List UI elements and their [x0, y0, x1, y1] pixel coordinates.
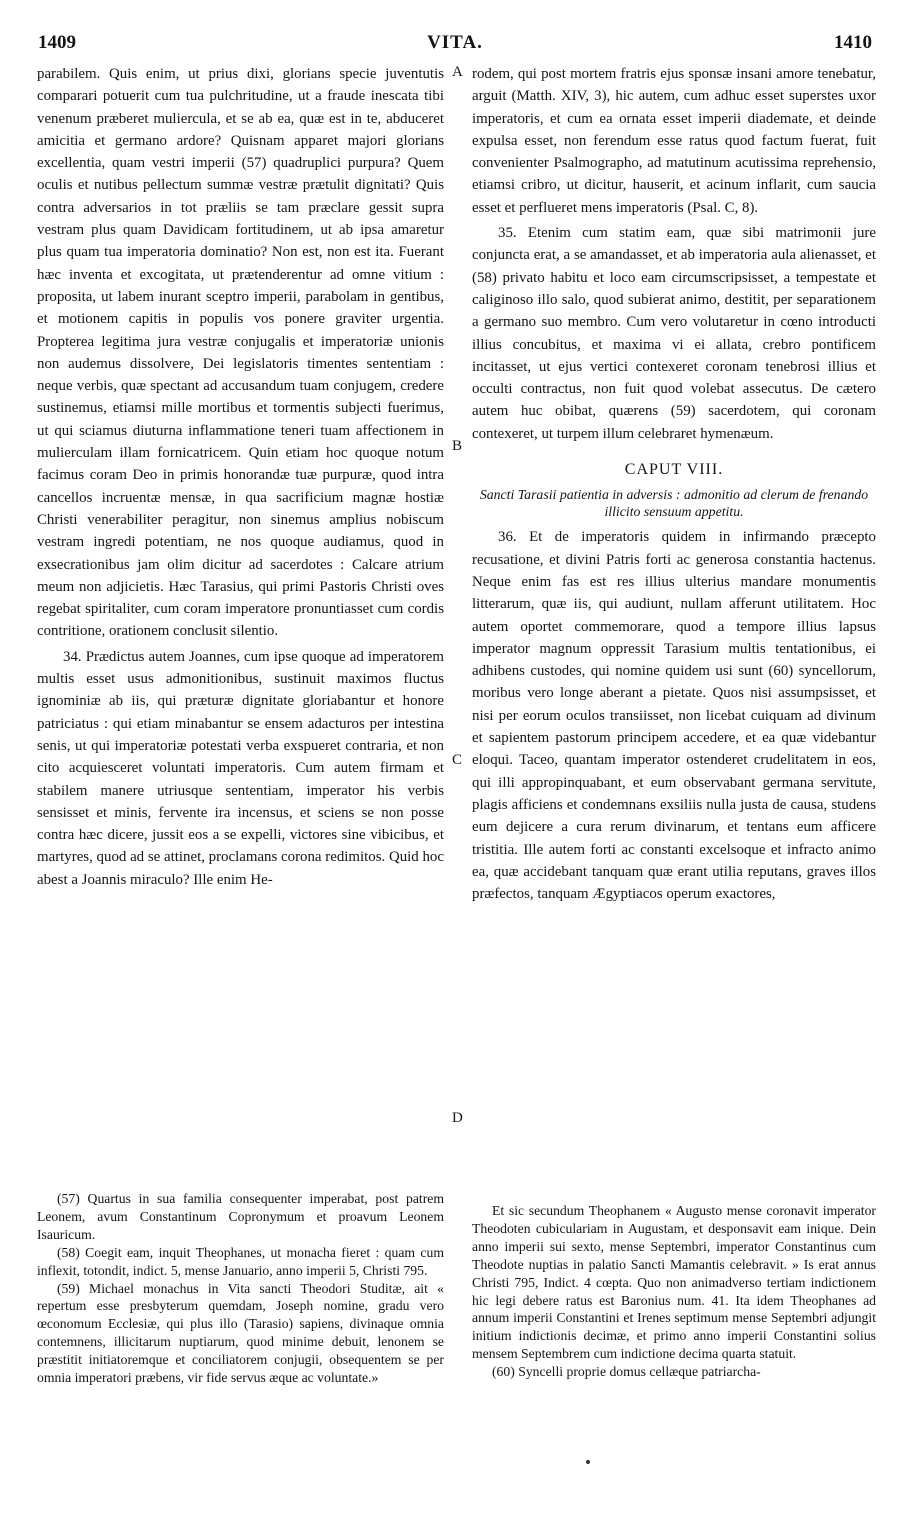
left-text-column	[37, 63, 444, 891]
footnotes-left	[37, 1190, 444, 1387]
margin-marker-a: A	[452, 64, 463, 80]
margin-marker-c: C	[452, 752, 463, 768]
paragraph: rodem, qui post mortem fratris ejus sponsæ insani amore tenebatur, arguit (Matth. XIV, 3), hic autem, cum adhuc esset superstes uxor imperatoris, et cum ea ornata esset imperii diademate, et deinde expulsa esset, non ferendum esse ratus quod factum fuerat, fuit convenienter Psalmographo, ad matutinum acutissima reprehensio, etiamsi cribro, ut dicitur, hauserit, et acinum inflarit, cum saucia esset et perflueret mens imperatoris (Psal. C, 8).	[472, 66, 876, 216]
paragraph: parabilem. Quis enim, ut prius dixi, glorians specie juventutis comparari potuerit cum tua pulchritudine, ut a fraude inescata tibi venenum præberet muliercula, et se ab ea, quæ est in te, abduceret amicitia et germano ardore? Quisnam apparet majori glorians excellentia, quam vestri imperii (57) quadruplici purpura? Quem oculis et nutibus pellectum summæ vestræ prætulit dignitati? Quis contra adversarios in tot præliis se tam præclare gessit supra vestram plus quam Davidicam fortitudinem, ut ab ipsa amaretur plus quam tua imperatoria dominatio? Non est, non est ita. Fuerant hæc inventa et excogitata, ut prætenderentur ad omne vitium : proposita, ut labem inurant sceptro imperii, parabolam in gentibus, et motionem capitis in populis vos ponere graviter urgentia. Propterea legitima jura vestræ conjugalis et imperatoriæ unionis non audemus dissolvere, Dei legislatoris timentes sententiam : neque verbis, quæ spectant ad accusandum tuam conjugem, credere sustinemus, etiamsi mille mortibus et tormentis subjecti fuerimus, ut qui sciamus diuturna inflammatione teneri tuam affectionem in mulierculam illam fornicatricem. Quin etiam hoc quoque notum facimus coram Deo in primis honorandæ tuæ purpuræ, quod intra cancellos incruentæ mensæ, in qua sacrificium magnæ hostiæ Christi venerabiliter peragitur, non sinemus amplius nobiscum vestram ingredi potentiam, ne nos quoque audiamus, quod in exsecrationibus jam olim dicitur ad sacerdotes : Calcare atrium meum non adjicietis. Hæc Tarasius, qui primi Pastoris Christi oves regebat spiritaliter, cum coram imperatore pronuntiasset cum cordis contritione, orationem conclusit silentio.	[37, 66, 444, 640]
footnote-continuation: Et sic secundum Theophanem « Augusto mense coronavit imperator Theodoten cubiculariam in Augustam, et desponsavit eam inique. Dein anno imperii sui sexto, mense Septembri, imperator Constantinus cum Theodote nuptias in palatio Sancti Mamantis celebravit. » Is erat annus Christi 795, Indict. 4 cœpta. Quo non animadverso tertiam indictionem hic legi debere ratus est Baronius num. 41. Ita idem Theophanes ad annum imperii Constantini et Irenes septimum mense Septembri adjungit initium indictionis decimæ, et primo anno imperii Constantini solius mensem Septembrem cum indictione decima quarta statuit.	[472, 1203, 876, 1362]
page-number-right: 1410	[834, 32, 872, 53]
chapter-subtitle: Sancti Tarasii patientia in adversis : admonitio ad clerum de frenando illicito sensuum appetitu.	[479, 487, 869, 520]
paragraph-35: 35. Etenim cum statim eam, quæ sibi matrimonii jure conjuncta erat, a se amandasset, et ab imperatoria aula alienasset, et (58) privato habitu et loco eam circumscripsisset, a tempestate et caliginoso illo salo, quod subierat animo, destitit, per separationem a germano suo membro. Cum vero volutaretur in cœno introducti illius concubitus, et maxima vi ei allata, crebro pontificem incitasset, ut ejus vertici contexeret coronam tenebrosi illius et occulti contractus, non fuit quod volebat assecutus. De cætero autem huc obibat, quærens (59) sacerdotem, qui coronam contexeret, ut turpem illum celebraret hymenæum.	[472, 225, 876, 442]
footnote-60: (60) Syncelli proprie domus cellæque patriarcha-	[492, 1364, 761, 1380]
page-number-left: 1409	[38, 32, 76, 53]
footnote-58: (58) Coegit eam, inquit Theophanes, ut monacha fieret : quam cum inflexit, totondit, indict. 5, mense Januario, anno imperii 5, Christi 795.	[37, 1244, 444, 1278]
page-header	[38, 32, 872, 56]
footnotes-right	[472, 1202, 876, 1381]
paragraph-34: 34. Prædictus autem Joannes, cum ipse quoque ad imperatorem multis esset usus admonitionibus, sustinuit maximos fluctus ignominiæ ab iis, qui præturæ dignitate gloriabantur et honore patriciatus : qui etiam minabantur se ensem adacturos per intestina senis, ut qui imperatoriæ potestati verba exspueret contraria, et non cito acquiesceret voluntati imperatoris. Cum autem firmam et stabilem manere utriusque sententiam, imperator his verbis sensisset et minis, fervente ira incensus, et sciens se non posse contra hæc dicere, jussit eos a se expelli, victores sine vibicibus, et martyres, quod ad se attinet, proclamans corona redimitos. Quid hoc abest a Joannis miraculo? Ille enim He-	[37, 648, 444, 888]
right-text-column	[472, 63, 876, 905]
footnote-57: (57) Quartus in sua familia consequenter imperabat, post patrem Leonem, avum Constantinum Copronymum et proavum Leonem Isauricum.	[37, 1191, 444, 1242]
margin-marker-b: B	[452, 438, 463, 454]
print-speck	[586, 1460, 590, 1464]
chapter-heading: CAPUT VIII.	[624, 461, 724, 479]
paragraph-36: 36. Et de imperatoris quidem in infirmando præcepto recusatione, et divini Patris forti ac generosa constantia hactenus. Neque enim fas est res illius ulterius mandare monumentis litterarum, quæ iis, qui audiunt, nullam afferunt utilitatem. Hoc autem oportet commemorare, quod a tempore illius lapsus imperator magnum oppressit Tarasium multis tentationibus, ei adhibens custodes, qui nomine quidem usi sunt (60) syncellorum, moribus vero longe aberant a pietate. Quos nisi assumpsisset, et nisi per eorum oculos transiisset, non licebat cuiquam ad divinum et sapientem pastorum principem accedere, et ea quæ videbantur eloqui. Taceo, quantam imperator ostenderet crudelitatem in eos, qui illi appropinquabant, et eum observabant germana servitute, plagis afficiens et condemnans exsiliis nulla justa de causa, studens eum dejicere a cura rerum divinarum, et tentans eum afficere tristitia. Ille autem forti ac constanti excelsoque et infracto animo ea, quæ accidebant tanquam quæ erant utilia reputans, graves illos præfectos, tanquam Ægyptiacos operum exactores,	[472, 529, 876, 903]
running-title: VITA.	[427, 32, 483, 53]
margin-marker-d: D	[452, 1110, 463, 1126]
footnote-59: (59) Michael monachus in Vita sancti Theodori Studitæ, ait « repertum esse presbyterum quemdam, Joseph nomine, gradu vero œconomum Ecclesiæ, qui plus illo (Tarasio) sapiens, divinaque omnia contemnens, illicitarum nuptiarum, quod minime debuit, lenonem se præstitit initiatoremque et conciliatorem conjugii, obsequentem se per omnia imperatori præbens, vir fide servus æque ac voluntate.»	[37, 1280, 444, 1386]
